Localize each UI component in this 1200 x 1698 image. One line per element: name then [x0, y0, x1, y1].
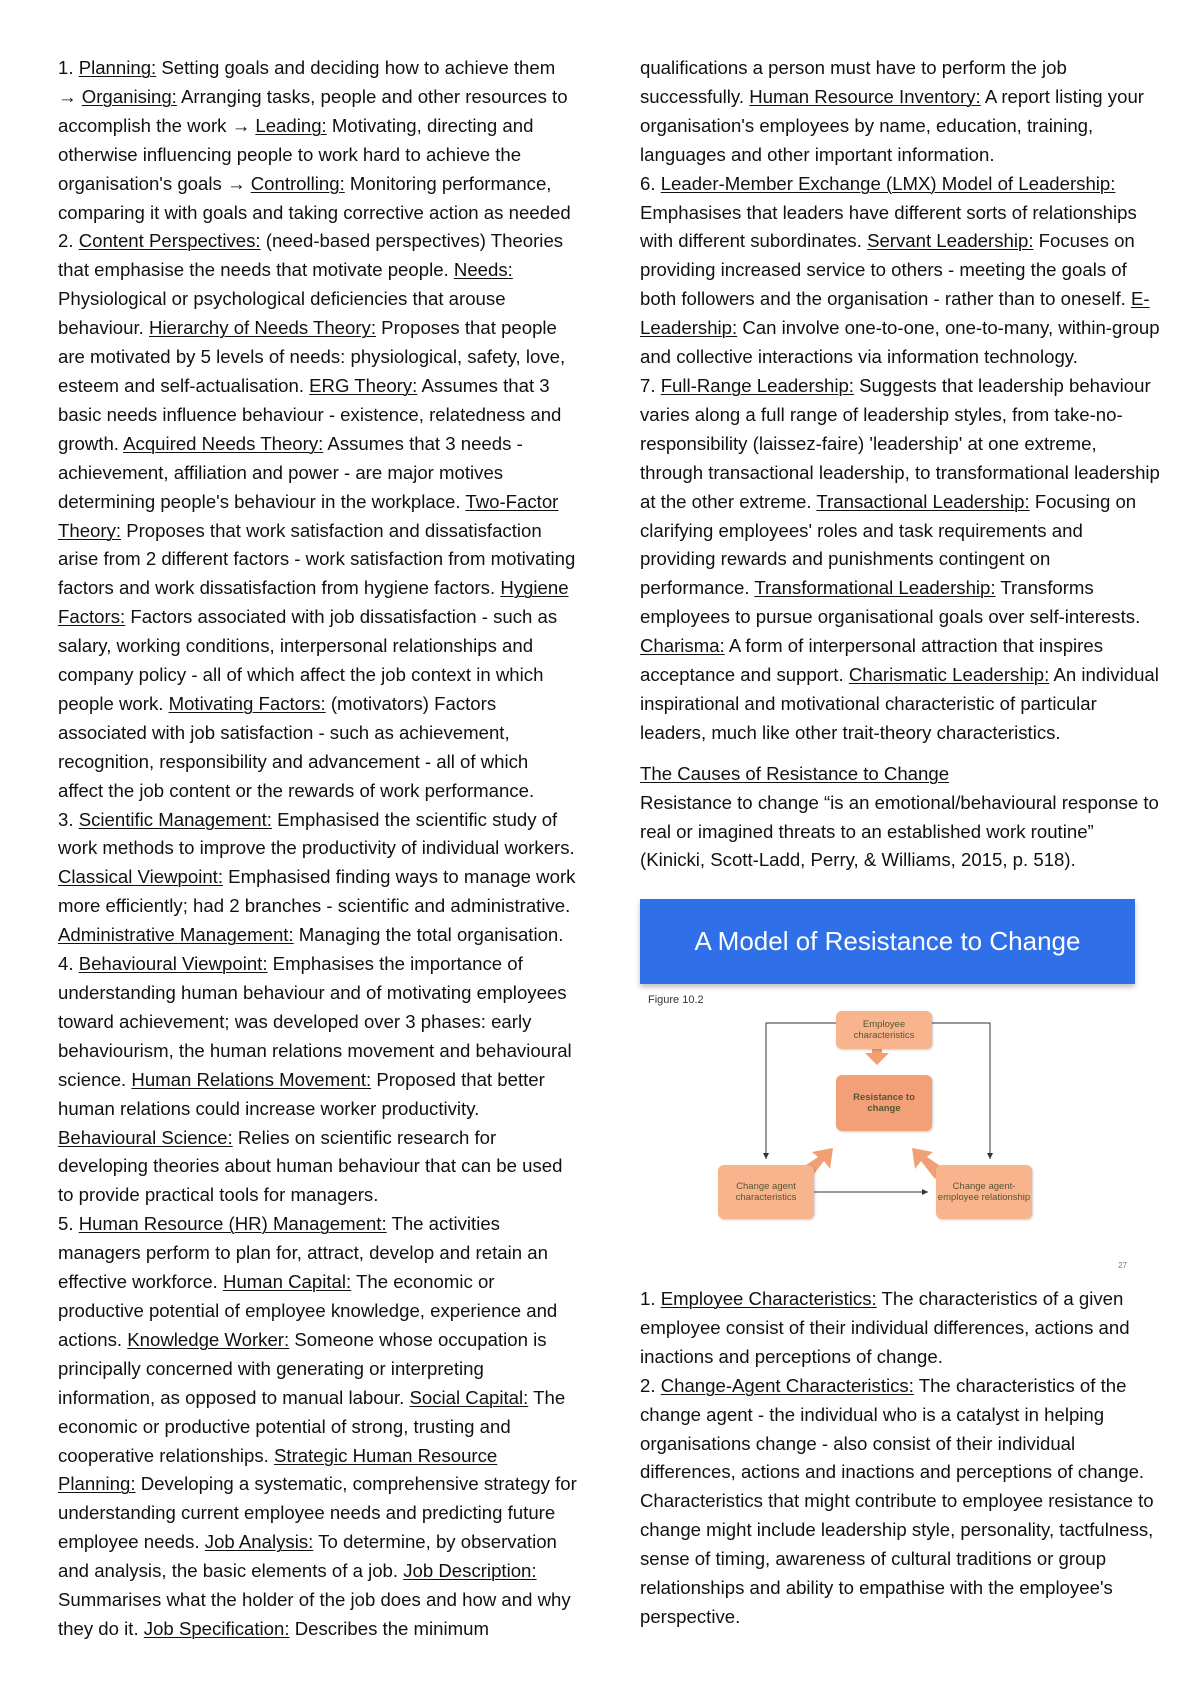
list-item: 2. Change-Agent Characteristics: The characteristics of the change agent - the individual who is a catalyst in helping organisations change - also consist of their individual differences, actions and inactions and perceptions of change. Characteristics that might contribute to employee resistance to change might include leadership style, personality, tactfulness, sense of timing, awareness of cultural traditions or group relationships and ability to empathise with the employee's perspective.	[640, 1374, 1154, 1627]
term-hierarchy: Hierarchy of Needs Theory:	[148, 317, 376, 339]
box-agent-employee-relationship: Change agent-employee relationship	[936, 1165, 1032, 1219]
figure-title-banner: A Model of Resistance to Change	[640, 899, 1135, 984]
term-human-relations: Human Relations Movement:	[131, 1068, 372, 1090]
figure-label: Figure 10.2	[648, 994, 704, 1006]
section-5: 5. Human Resource (HR) Management: The activities managers perform to plan for, attract, develop and retain an effective workforce. Human Capital: The economic or productive potential of employee knowledge, experience and actions. Knowledge Worker: Someone whose occupation is principally concerned with generating or interpreting information, as opposed to manual labour. Social Capital: The economic or productive potential of strong, trusting and cooperative relationships. Strategic Human Resource Planning: Developing a systematic, comprehensive strategy for understanding current employee needs and predicting future employee needs. Job Analysis: To determine, by observation and analysis, the basic elements of a job. Job Description: Summarises what the holder of the job does and how and why they do it. Job Specification: Describes the minimum	[58, 1213, 577, 1639]
term-hr-inventory: Human Resource Inventory:	[749, 85, 981, 107]
term-job-description: Job Description:	[403, 1560, 537, 1582]
term-hr-management: Human Resource (HR) Management:	[78, 1213, 387, 1235]
term-classical: Classical Viewpoint:	[58, 866, 224, 888]
term-human-capital: Human Capital:	[223, 1271, 352, 1293]
term-erg: ERG Theory:	[309, 374, 418, 396]
term-behavioural: Behavioural Viewpoint:	[78, 953, 268, 975]
slide-number: 27	[1118, 1261, 1127, 1270]
term-two-factor: Two-Factor Theory:	[58, 490, 559, 541]
list-item: 1. Employee Characteristics: The characteristics of a given employee consist of their individual differences, actions and inactions and perceptions of change.	[640, 1288, 1130, 1367]
section-3: 3. Scientific Management: Emphasised the scientific study of work methods to improve the productivity of individual workers. Classical Viewpoint: Emphasised finding ways to manage work more efficiently; had 2 branches - scientific and administrative. Administrative Management: Managing the total organisation.	[58, 808, 576, 946]
term-controlling: Controlling:	[250, 172, 345, 194]
arrow-icon: →	[226, 172, 251, 194]
term-hygiene: Hygiene Factors:	[58, 577, 569, 628]
term-needs: Needs:	[453, 259, 513, 281]
term-leading: Leading:	[255, 114, 327, 136]
spacer	[640, 748, 1160, 760]
resistance-model-figure	[640, 899, 1135, 1274]
section-heading-causes: The Causes of Resistance to Change	[640, 762, 950, 784]
causes-body: Resistance to change “is an emotional/behavioural response to real or imagined threats to an established work routine” (Kinicki, Scott-Ladd, Perry, & Williams, 2015, p. 518).	[640, 791, 1159, 871]
term-job-analysis: Job Analysis:	[204, 1531, 314, 1553]
left-column	[58, 54, 578, 1644]
section-6: 6. Leader-Member Exchange (LMX) Model of Leadership: Emphasises that leaders have different sorts of relationships with different subordinates. Servant Leadership: Focuses on providing increased service to others - meeting the goals of both followers and the organisation - rather than to oneself. E-Leadership: Can involve one-to-one, one-to-many, within-group and collective interactions via information technology.	[640, 172, 1160, 368]
right-column	[640, 54, 1160, 875]
term-acquired-needs: Acquired Needs Theory:	[123, 432, 324, 454]
box-resistance-to-change: Resistance to change	[836, 1075, 932, 1131]
arrow-icon: →	[231, 114, 256, 136]
term-lmx: Leader-Member Exchange (LMX) Model of Leadership:	[660, 172, 1116, 194]
section-2: 2. Content Perspectives: (need-based perspectives) Theories that emphasise the needs that motivate people. Needs: Physiological or psychological deficiencies that arouse behaviour. Hierarchy of Needs Theory: Proposes that people are motivated by 5 levels of needs: physiological, safety, love, esteem and self-actualisation. ERG Theory: Assumes that 3 basic needs influence behaviour - existence, relatedness and growth. Acquired Needs Theory: Assumes that 3 needs - achievement, affiliation and power - are major motives determining people's behaviour in the workplace. Two-Factor Theory: Proposes that work satisfaction and dissatisfaction arise from 2 different factors - work satisfaction from motivating factors and work dissatisfaction from hygiene factors. Hygiene Factors: Factors associated with job dissatisfaction - such as salary, working conditions, interpersonal relationships and company policy - all of which affect the job context in which people work. Motivating Factors: (motivators) Factors associated with job satisfaction - such as achievement, recognition, responsibility and advancement - all of which affect the job content or the rewards of work performance.	[58, 230, 576, 801]
section-4: 4. Behavioural Viewpoint: Emphasises the importance of understanding human behaviour and of motivating employees toward achievement; was developed over 3 phases: early behaviourism, the human relations movement and behavioural science. Human Relations Movement: Proposed that better human relations could increase worker productivity. Behavioural Science: Relies on scientific research for developing theories about human behaviour that can be used to provide practical tools for managers.	[58, 953, 572, 1206]
term-behavioural-science: Behavioural Science:	[58, 1126, 233, 1148]
arrow-down-head	[865, 1053, 889, 1065]
connector-left	[766, 1023, 836, 1159]
term-e-leadership: E-Leadership:	[640, 288, 1150, 339]
term-content-perspectives: Content Perspectives:	[78, 230, 261, 252]
term-transactional: Transactional Leadership:	[816, 490, 1030, 512]
term-change-agent-characteristics: Change-Agent Characteristics:	[660, 1374, 914, 1396]
characteristics-list	[640, 1285, 1160, 1632]
term-charisma: Charisma:	[640, 635, 725, 657]
term-knowledge-worker: Knowledge Worker:	[127, 1328, 290, 1350]
term-motivating: Motivating Factors:	[168, 692, 326, 714]
term-employee-characteristics: Employee Characteristics:	[660, 1288, 877, 1309]
section-5-continued: qualifications a person must have to perform the job successfully. Human Resource Inventory: A report listing your organisation's employees by name, education, training, languages and other important information.	[640, 57, 1144, 165]
term-planning: Planning:	[78, 57, 157, 78]
term-charismatic-leadership: Charismatic Leadership:	[848, 664, 1050, 686]
term-administrative: Administrative Management:	[58, 924, 294, 946]
term-scientific: Scientific Management:	[78, 808, 272, 830]
arrow-icon: →	[58, 85, 82, 107]
term-organising: Organising:	[81, 85, 177, 107]
section-7: 7. Full-Range Leadership: Suggests that leadership behaviour varies along a full range of leadership styles, from take-no-responsibility (laissez-faire) 'leadership' at one extreme, through transactional leadership, to transformational leadership at the other extreme. Transactional Leadership: Focusing on clarifying employees' roles and task requirements and providing rewards and punishments contingent on performance. Transformational Leadership: Transforms employees to pursue organisational goals over self-interests. Charisma: A form of interpersonal attraction that inspires acceptance and support. Charismatic Leadership: An individual inspirational and motivational characteristic of particular leaders, much like other trait-theory characteristics.	[640, 374, 1160, 743]
box-employee-characteristics: Employee characteristics	[836, 1011, 932, 1049]
term-strategic-hr-planning: Strategic Human Resource Planning:	[58, 1444, 498, 1495]
section-1: 1. Planning: Setting goals and deciding how to achieve them → Organising: Arranging tasks, people and other resources to accomplish the work → Leading: Motivating, directing and otherwise influencing people to work hard to achieve the organisation's goals → Controlling: Monitoring performance, comparing it with goals and taking corrective action as needed	[58, 57, 571, 223]
term-servant-leadership: Servant Leadership:	[867, 230, 1034, 252]
box-change-agent-characteristics: Change agent characteristics	[718, 1165, 814, 1219]
term-social-capital: Social Capital:	[409, 1386, 529, 1408]
term-transformational: Transformational Leadership:	[754, 577, 996, 599]
term-job-specification: Job Specification:	[143, 1617, 290, 1639]
term-full-range: Full-Range Leadership:	[660, 374, 854, 396]
